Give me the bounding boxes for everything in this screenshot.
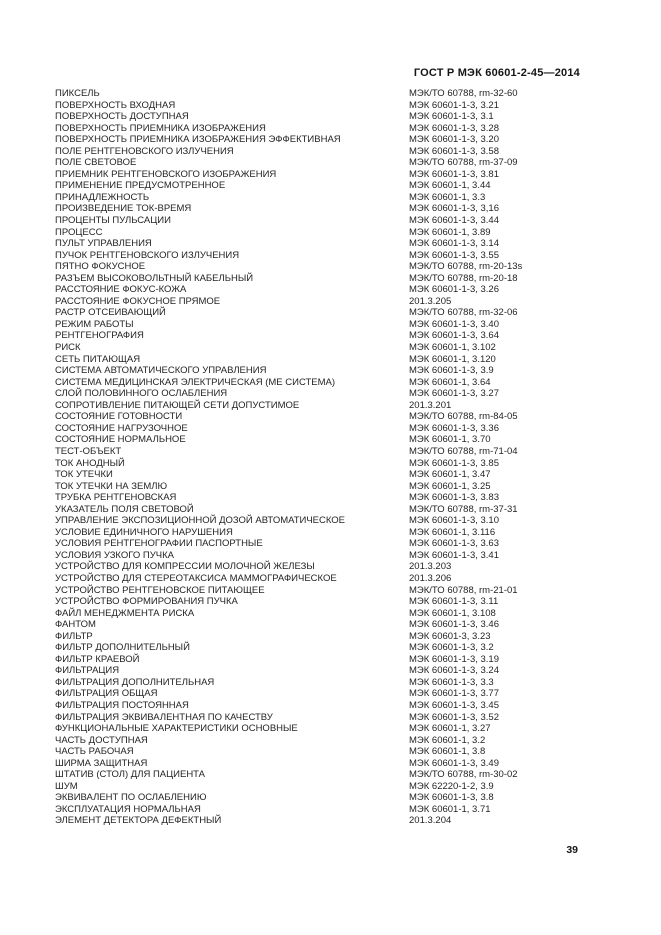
term-label: УСЛОВИЯ РЕНТГЕНОГРАФИИ ПАСПОРТНЫЕ (55, 538, 263, 550)
term-reference: МЭК/ТО 60788, rm-32-06 (409, 307, 518, 319)
table-row (55, 735, 590, 747)
term-reference: МЭК 60601-3, 3.23 (409, 630, 491, 642)
term-label: ФИЛЬТР (55, 630, 93, 642)
table-row (55, 377, 590, 389)
term-label: ТОК АНОДНЫЙ (55, 457, 125, 469)
term-label: ЭЛЕМЕНТ ДЕТЕКТОРА ДЕФЕКТНЫЙ (55, 815, 222, 827)
term-reference: МЭК 60601-1-3, 3.20 (409, 134, 499, 146)
term-reference: МЭК 60601-1-3, 3.24 (409, 665, 499, 677)
table-row (55, 746, 590, 758)
term-label: РАЗЪЕМ ВЫСОКОВОЛЬТНЫЙ КАБЕЛЬНЫЙ (55, 272, 254, 284)
term-reference: МЭК 60601-1-3, 3.9 (409, 365, 494, 377)
term-reference: МЭК 60601-1-3, 3.85 (409, 457, 499, 469)
term-label: УСЛОВИЯ УЗКОГО ПУЧКА (55, 549, 174, 561)
term-label: ФИЛЬТРАЦИЯ ПОСТОЯННАЯ (55, 699, 189, 711)
term-label: ПОВЕРХНОСТЬ ВХОДНАЯ (55, 99, 176, 111)
table-row (55, 458, 590, 470)
term-label: ПОВЕРХНОСТЬ ПРИЕМНИКА ИЗОБРАЖЕНИЯ ЭФФЕКТИВНАЯ (55, 134, 341, 146)
table-row (55, 469, 590, 481)
table-row (55, 157, 590, 169)
term-reference: МЭК 60601-1-3, 3.19 (409, 653, 499, 665)
table-row (55, 307, 590, 319)
table-row (55, 100, 590, 112)
table-row (55, 631, 590, 643)
term-label: ЭКСПЛУАТАЦИЯ НОРМАЛЬНАЯ (55, 803, 201, 815)
table-row (55, 504, 590, 516)
table-row (55, 146, 590, 158)
term-reference: МЭК 60601-1, 3.27 (409, 723, 491, 735)
term-label: СЕТЬ ПИТАЮЩАЯ (55, 353, 141, 365)
table-row (55, 203, 590, 215)
term-label: ПИКСЕЛЬ (55, 88, 100, 99)
table-row (55, 296, 590, 308)
term-reference: МЭК 60601-1-3, 3.44 (409, 215, 499, 227)
term-label: ФИЛЬТРАЦИЯ ОБЩАЯ (55, 688, 158, 700)
term-reference: МЭК 60601-1-3, 3.27 (409, 388, 499, 400)
table-row (55, 596, 590, 608)
term-label: ФИЛЬТРАЦИЯ (55, 665, 120, 677)
term-label: РИСК (55, 342, 81, 354)
term-reference: МЭК/ТО 60788, rm-32-60 (409, 88, 518, 99)
table-row (55, 319, 590, 331)
term-label: СОПРОТИВЛЕНИЕ ПИТАЮЩЕЙ СЕТИ ДОПУСТИМОЕ (55, 399, 300, 411)
table-row (55, 342, 590, 354)
table-row (55, 815, 590, 827)
table-row (55, 238, 590, 250)
term-label: УКАЗАТЕЛЬ ПОЛЯ СВЕТОВОЙ (55, 503, 194, 515)
term-label: СОСТОЯНИЕ НОРМАЛЬНОЕ (55, 434, 186, 446)
table-row (55, 527, 590, 539)
term-reference: МЭК 60601-1-3, 3.81 (409, 168, 499, 180)
term-label: ТОК УТЕЧКИ (55, 469, 113, 481)
table-row (55, 515, 590, 527)
term-reference: 201.3.201 (409, 399, 452, 411)
term-label: ПРОЦЕСС (55, 226, 103, 238)
table-row (55, 446, 590, 458)
term-label: ПУЧОК РЕНТГЕНОВСКОГО ИЗЛУЧЕНИЯ (55, 249, 240, 261)
term-reference: МЭК 60601-1, 3.64 (409, 376, 491, 388)
term-label: ПУЛЬТ УПРАВЛЕНИЯ (55, 238, 152, 250)
term-reference: МЭК 60601-1-3, 3.28 (409, 122, 499, 134)
term-reference: МЭК 60601-1-3, 3.10 (409, 515, 499, 527)
table-row (55, 561, 590, 573)
term-reference: МЭК 60601-1-3, 3.21 (409, 99, 499, 111)
term-label: ШУМ (55, 780, 78, 792)
table-row (55, 400, 590, 412)
term-reference: 201.3.205 (409, 295, 452, 307)
term-reference: МЭК 60601-1, 3.108 (409, 607, 496, 619)
term-label: ЧАСТЬ РАБОЧАЯ (55, 746, 134, 758)
term-label: ШТАТИВ (СТОЛ) ДЛЯ ПАЦИЕНТА (55, 769, 206, 781)
term-reference: МЭК/ТО 60788, rm-20-18 (409, 272, 518, 284)
term-reference: МЭК/ТО 60788, rm-20-13s (409, 261, 523, 273)
table-row (55, 227, 590, 239)
term-reference: МЭК 60601-1-3, 3.52 (409, 711, 499, 723)
term-reference: МЭК/ТО 60788, rm-21-01 (409, 584, 518, 596)
term-reference: МЭК 60601-1-3, 3.46 (409, 619, 499, 631)
term-label: УСЛОВИЕ ЕДИНИЧНОГО НАРУШЕНИЯ (55, 526, 233, 538)
term-label: РЕНТГЕНОГРАФИЯ (55, 330, 144, 342)
term-label: ПРОЦЕНТЫ ПУЛЬСАЦИИ (55, 215, 171, 227)
term-reference: МЭК 60601-1-3, 3,16 (409, 203, 499, 215)
term-label: РЕЖИМ РАБОТЫ (55, 318, 134, 330)
table-row (55, 423, 590, 435)
term-label: СИСТЕМА АВТОМАТИЧЕСКОГО УПРАВЛЕНИЯ (55, 365, 267, 377)
table-row (55, 354, 590, 366)
term-label: РАССТОЯНИЕ ФОКУСНОЕ ПРЯМОЕ (55, 295, 221, 307)
term-reference: МЭК 60601-1-3, 3.55 (409, 249, 499, 261)
term-label: ПЯТНО ФОКУСНОЕ (55, 261, 146, 273)
term-reference: МЭК 60601-1-3, 3.58 (409, 145, 499, 157)
table-row (55, 388, 590, 400)
term-reference: МЭК 60601-1-3, 3.77 (409, 688, 499, 700)
table-row (55, 481, 590, 493)
table-row (55, 573, 590, 585)
table-row (55, 434, 590, 446)
table-row (55, 758, 590, 770)
term-label: СИСТЕМА МЕДИЦИНСКАЯ ЭЛЕКТРИЧЕСКАЯ (МЕ СИСТЕМА) (55, 376, 336, 388)
term-reference: МЭК/ТО 60788, rm-71-04 (409, 445, 518, 457)
term-label: ЭКВИВАЛЕНТ ПО ОСЛАБЛЕНИЮ (55, 792, 207, 804)
table-row (55, 123, 590, 135)
term-label: УСТРОЙСТВО РЕНТГЕНОВСКОЕ ПИТАЮЩЕЕ (55, 584, 265, 596)
table-row (55, 677, 590, 689)
term-label: УСТРОЙСТВО ДЛЯ СТЕРЕОТАКСИСА МАММОГРАФИЧЕСКОЕ (55, 572, 337, 584)
term-reference: 201.3.203 (409, 561, 452, 573)
term-label: ТЕСТ-ОБЪЕКТ (55, 445, 122, 457)
term-label: ПРОИЗВЕДЕНИЕ ТОК-ВРЕМЯ (55, 203, 192, 215)
term-reference: МЭК 60601-1, 3.116 (409, 526, 496, 538)
term-label: ПРИНАДЛЕЖНОСТЬ (55, 191, 150, 203)
term-label: ПОВЕРХНОСТЬ ДОСТУПНАЯ (55, 111, 189, 123)
term-reference: МЭК 60601-1-3, 3.49 (409, 757, 499, 769)
table-row (55, 665, 590, 677)
term-reference: МЭК 60601-1, 3.8 (409, 746, 486, 758)
term-reference: МЭК 60601-1-3, 3.63 (409, 538, 499, 550)
table-row (55, 585, 590, 597)
term-reference: МЭК 60601-1-3, 3.40 (409, 318, 499, 330)
table-row (55, 111, 590, 123)
term-label: УСТРОЙСТВО ДЛЯ КОМПРЕССИИ МОЛОЧНОЙ ЖЕЛЕЗЫ (55, 561, 315, 573)
term-reference: МЭК 60601-1, 3.120 (409, 353, 496, 365)
term-label: ФУНКЦИОНАЛЬНЫЕ ХАРАКТЕРИСТИКИ ОСНОВНЫЕ (55, 723, 298, 735)
term-label: ФИЛЬТРАЦИЯ ЭКВИВАЛЕНТНАЯ ПО КАЧЕСТВУ (55, 711, 273, 723)
page-number: 39 (566, 844, 578, 856)
term-reference: МЭК 62220-1-2, 3.9 (409, 780, 494, 792)
term-label: ФИЛЬТРАЦИЯ ДОПОЛНИТЕЛЬНАЯ (55, 676, 215, 688)
table-row (55, 365, 590, 377)
table-row (55, 538, 590, 550)
table-row (55, 723, 590, 735)
table-row (55, 284, 590, 296)
table-row (55, 688, 590, 700)
term-label: ФАЙЛ МЕНЕДЖМЕНТА РИСКА (55, 607, 195, 619)
term-reference: МЭК 60601-1-3, 3.8 (409, 792, 494, 804)
table-row (55, 792, 590, 804)
table-row (55, 192, 590, 204)
term-reference: МЭК/ТО 60788, rm-84-05 (409, 411, 518, 423)
term-label: ПОЛЕ РЕНТГЕНОВСКОГО ИЗЛУЧЕНИЯ (55, 145, 234, 157)
table-row (55, 134, 590, 146)
term-label: ФИЛЬТР КРАЕВОЙ (55, 653, 140, 665)
term-reference: 201.3.206 (409, 572, 452, 584)
term-reference: МЭК 60601-1-3, 3.14 (409, 238, 499, 250)
term-reference: МЭК 60601-1-3, 3.26 (409, 284, 499, 296)
table-row (55, 781, 590, 793)
term-reference: МЭК 60601-1-3, 3.36 (409, 422, 499, 434)
term-reference: МЭК 60601-1-3, 3.41 (409, 549, 499, 561)
term-label: СЛОЙ ПОЛОВИННОГО ОСЛАБЛЕНИЯ (55, 388, 228, 400)
term-reference: МЭК 60601-1-3, 3.45 (409, 699, 499, 711)
term-label: СОСТОЯНИЕ НАГРУЗОЧНОЕ (55, 422, 188, 434)
table-row (55, 261, 590, 273)
term-reference: МЭК 60601-1, 3.25 (409, 480, 491, 492)
table-row (55, 712, 590, 724)
table-row (55, 273, 590, 285)
table-row (55, 700, 590, 712)
terminology-index-list (55, 88, 590, 827)
table-row (55, 411, 590, 423)
table-row (55, 804, 590, 816)
term-reference: МЭК 60601-1, 3.44 (409, 180, 491, 192)
term-reference: МЭК 60601-1-3, 3.64 (409, 330, 499, 342)
table-row (55, 492, 590, 504)
term-label: РАСТР ОТСЕИВАЮЩИЙ (55, 307, 166, 319)
table-row (55, 215, 590, 227)
term-reference: МЭК 60601-1, 3.89 (409, 226, 491, 238)
term-reference: МЭК 60601-1-3, 3.2 (409, 642, 494, 654)
term-label: УПРАВЛЕНИЕ ЭКСПОЗИЦИОННОЙ ДОЗОЙ АВТОМАТИЧЕСКОЕ (55, 515, 346, 527)
table-row (55, 330, 590, 342)
table-row (55, 608, 590, 620)
table-row (55, 180, 590, 192)
term-reference: МЭК 60601-1-3, 3.11 (409, 596, 499, 608)
term-label: ФИЛЬТР ДОПОЛНИТЕЛЬНЫЙ (55, 642, 190, 654)
term-reference: МЭК/ТО 60788, rm-30-02 (409, 769, 518, 781)
term-reference: МЭК 60601-1, 3.71 (409, 803, 491, 815)
term-reference: МЭК 60601-1-3, 3.3 (409, 676, 494, 688)
term-reference: МЭК/ТО 60788, rm-37-31 (409, 503, 518, 515)
term-reference: МЭК/ТО 60788, rm-37-09 (409, 157, 518, 169)
term-label: СОСТОЯНИЕ ГОТОВНОСТИ (55, 411, 183, 423)
term-reference: МЭК 60601-1, 3.47 (409, 469, 491, 481)
table-row (55, 654, 590, 666)
table-row (55, 619, 590, 631)
table-row (55, 550, 590, 562)
term-label: УСТРОЙСТВО ФОРМИРОВАНИЯ ПУЧКА (55, 596, 238, 608)
term-label: ТОК УТЕЧКИ НА ЗЕМЛЮ (55, 480, 168, 492)
term-reference: МЭК 60601-1-3, 3.83 (409, 492, 499, 504)
term-reference: МЭК 60601-1, 3.2 (409, 734, 486, 746)
table-row (55, 250, 590, 262)
term-reference: МЭК 60601-1, 3.3 (409, 191, 486, 203)
table-row (55, 88, 590, 100)
document-header-title: ГОСТ Р МЭК 60601-2-45—2014 (413, 67, 580, 79)
term-label: ФАНТОМ (55, 619, 96, 631)
term-label: ПРИЕМНИК РЕНТГЕНОВСКОГО ИЗОБРАЖЕНИЯ (55, 168, 277, 180)
term-reference: 201.3.204 (409, 815, 452, 827)
term-reference: МЭК 60601-1, 3.70 (409, 434, 491, 446)
term-label: ПОЛЕ СВЕТОВОЕ (55, 157, 137, 169)
term-label: ЧАСТЬ ДОСТУПНАЯ (55, 734, 148, 746)
term-reference: МЭК 60601-1-3, 3.1 (409, 111, 494, 123)
table-row (55, 642, 590, 654)
table-row (55, 169, 590, 181)
term-label: ПРИМЕНЕНИЕ ПРЕДУСМОТРЕННОЕ (55, 180, 226, 192)
table-row (55, 769, 590, 781)
term-label: РАССТОЯНИЕ ФОКУС-КОЖА (55, 284, 187, 296)
term-label: ТРУБКА РЕНТГЕНОВСКАЯ (55, 492, 177, 504)
term-label: ШИРМА ЗАЩИТНАЯ (55, 757, 148, 769)
term-reference: МЭК 60601-1, 3.102 (409, 342, 496, 354)
term-label: ПОВЕРХНОСТЬ ПРИЕМНИКА ИЗОБРАЖЕНИЯ (55, 122, 266, 134)
